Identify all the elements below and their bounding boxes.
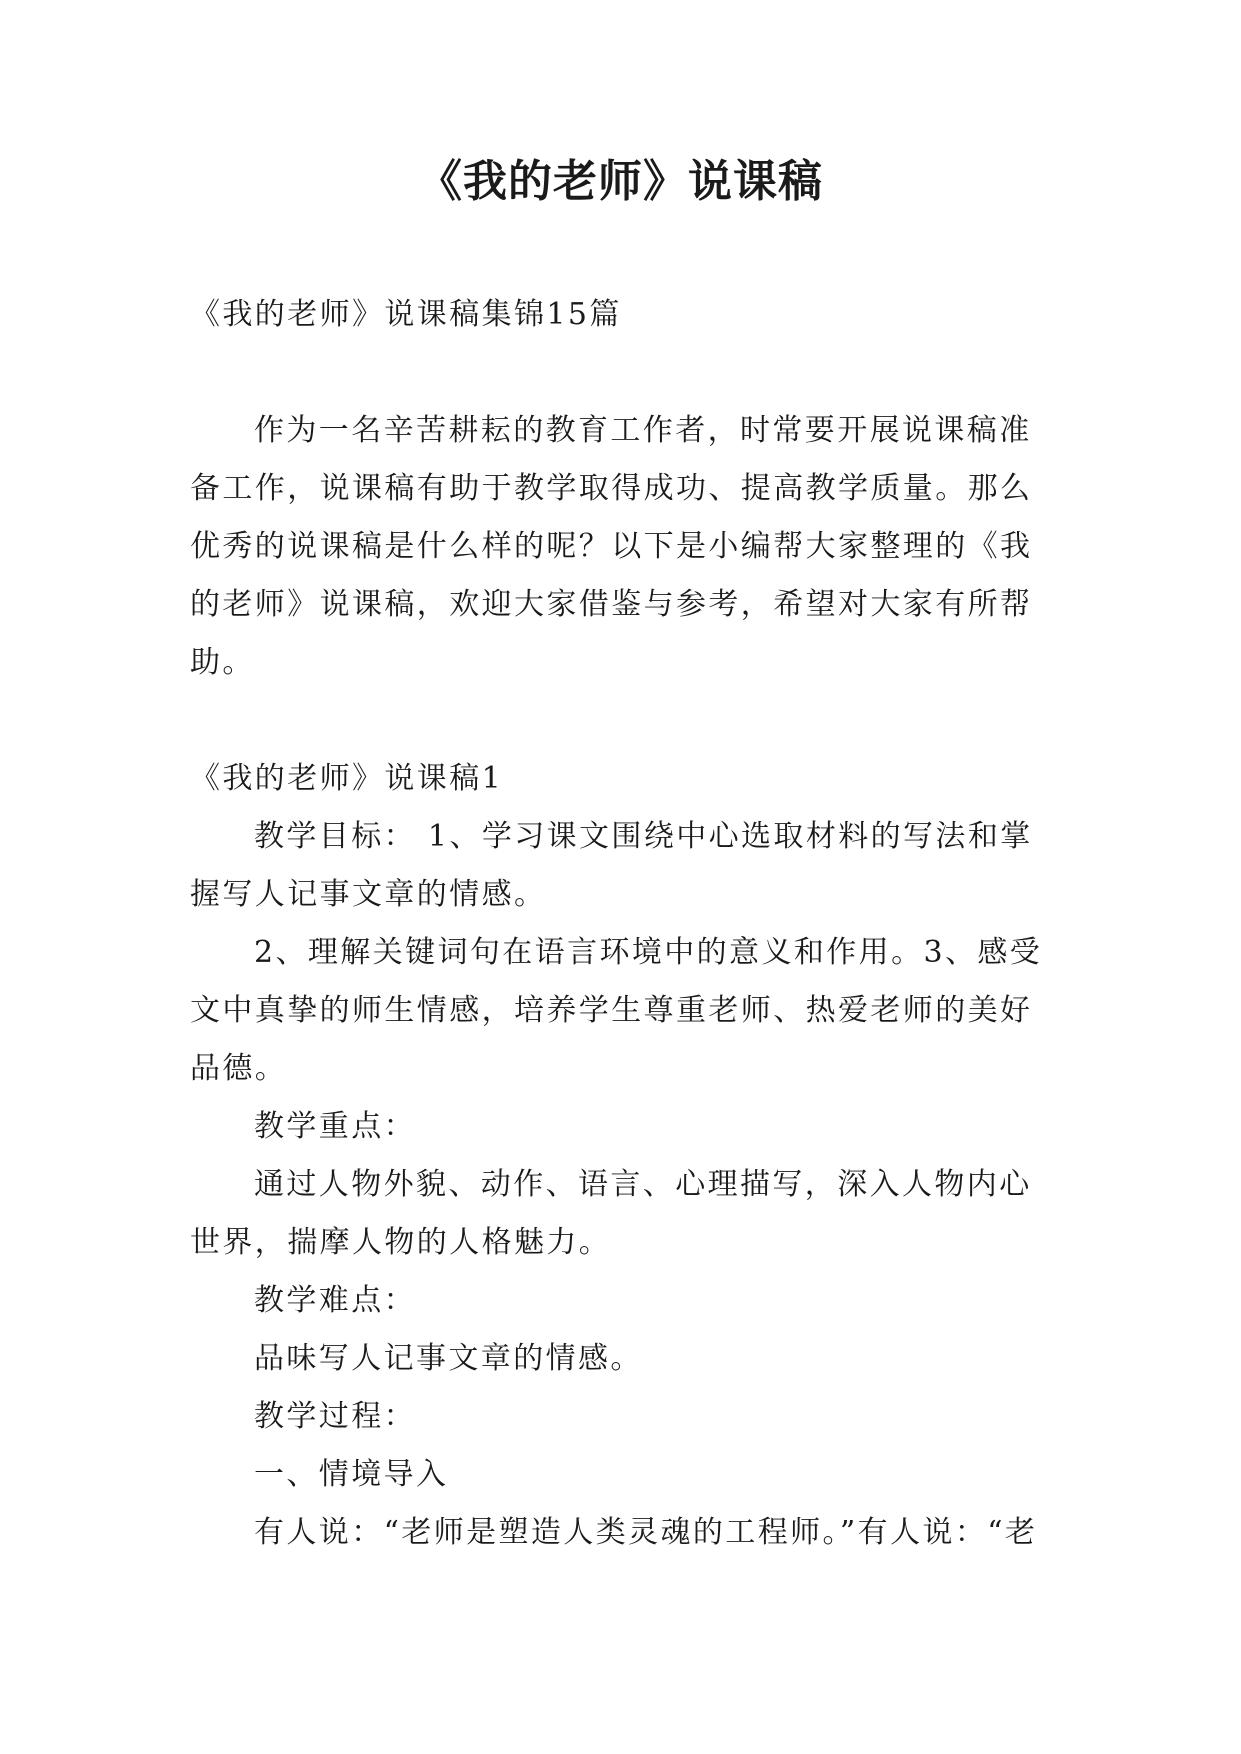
intro-line: 的老师》说课稿，欢迎大家借鉴与参考，希望对大家有所帮 — [190, 587, 1033, 622]
document-body — [190, 286, 1056, 1562]
spacer — [190, 344, 1056, 402]
goals-line: 握写人记事文章的情感。 — [190, 877, 547, 912]
key-point-line: 世界，揣摩人物的人格魅力。 — [190, 1225, 612, 1260]
goals2-line: 2、理解关键词句在语言环境中的意义和作用。3、感受 — [254, 935, 1043, 970]
intro-paragraph — [190, 402, 1056, 692]
step-one-heading: 一、情境导入 — [254, 1457, 449, 1492]
goals-line: 教学目标： 1、学习课文围绕中心选取材料的写法和掌 — [254, 819, 1033, 854]
intro-line: 助。 — [190, 645, 255, 680]
goals2-line: 文中真挚的师生情感，培养学生尊重老师、热爱老师的美好 — [190, 993, 1033, 1028]
quote-line: 有人说：“老师是塑造人类灵魂的工程师。”有人说：“老 — [254, 1515, 1038, 1550]
difficulty-text: 品味写人记事文章的情感。 — [254, 1341, 643, 1376]
goals-paragraph — [190, 808, 1056, 924]
process-label: 教学过程： — [254, 1399, 416, 1434]
intro-line: 优秀的说课稿是什么样的呢？以下是小编帮大家整理的《我 — [190, 529, 1033, 564]
key-point-label: 教学重点： — [254, 1109, 416, 1144]
goals2-paragraph — [190, 924, 1056, 1098]
goals2-line: 品德。 — [190, 1051, 288, 1086]
difficulty-label: 教学难点： — [254, 1283, 416, 1318]
key-point-line: 通过人物外貌、动作、语言、心理描写，深入人物内心 — [254, 1167, 1032, 1202]
subtitle: 《我的老师》说课稿集锦15篇 — [190, 297, 622, 332]
intro-line: 备工作，说课稿有助于教学取得成功、提高教学质量。那么 — [190, 471, 1033, 506]
key-point-paragraph — [190, 1156, 1056, 1272]
spacer — [190, 692, 1056, 750]
document-title: 《我的老师》说课稿 — [418, 156, 823, 207]
section-heading: 《我的老师》说课稿1 — [190, 761, 504, 796]
intro-line: 作为一名辛苦耕耘的教育工作者，时常要开展说课稿准 — [254, 413, 1032, 448]
